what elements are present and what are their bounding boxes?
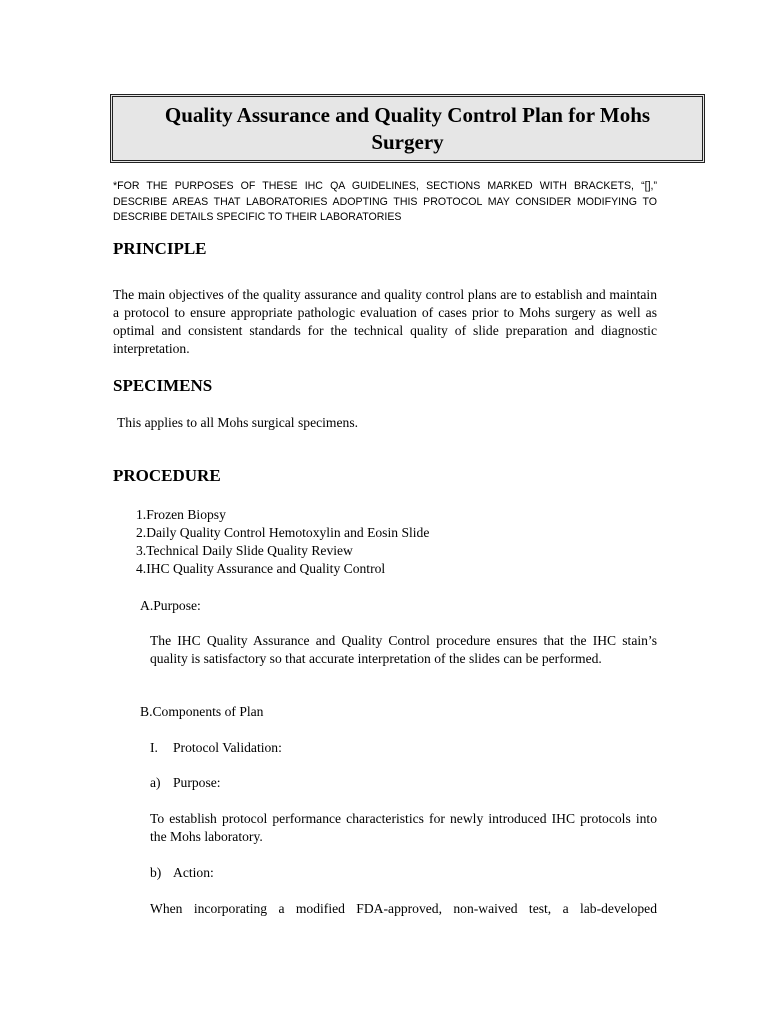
action-subheading bbox=[150, 864, 214, 882]
principle-heading: PRINCIPLE bbox=[113, 239, 207, 258]
section-b-heading bbox=[140, 703, 263, 721]
list-item bbox=[136, 542, 429, 560]
list-marker: 3. bbox=[136, 543, 147, 558]
list-item-text: Frozen Biopsy bbox=[146, 507, 226, 522]
list-item-text: Technical Daily Slide Quality Review bbox=[146, 543, 353, 558]
section-a-text: The IHC Quality Assurance and Quality Control procedure ensures that the IHC stain’s quality is satisfactory so that accurate interpretation of the slides can be performed. bbox=[150, 633, 657, 666]
purpose-subheading bbox=[150, 774, 221, 792]
sub-a-label: Purpose: bbox=[173, 775, 221, 790]
list-marker: 2. bbox=[136, 525, 147, 540]
title-box bbox=[110, 94, 705, 163]
sub-i-marker: I. bbox=[150, 740, 158, 755]
sub-b-marker: b) bbox=[150, 865, 162, 880]
list-marker: 4. bbox=[136, 561, 147, 576]
specimens-text: This applies to all Mohs surgical specimens. bbox=[117, 415, 359, 430]
sub-i-label: Protocol Validation: bbox=[173, 740, 282, 755]
list-item-text: IHC Quality Assurance and Quality Control bbox=[146, 561, 386, 576]
principle-text: The main objectives of the quality assurance and quality control plans are to establish and maintain a protocol to ensure appropriate pathologic evaluation of cases prior to Mohs surgery as well as optimal and consistent standards for the technical quality of slide preparation and diagnostic interpretation. bbox=[113, 287, 657, 356]
document-title: Quality Assurance and Quality Control Plan for Mohs Surgery bbox=[164, 102, 651, 154]
specimens-heading: SPECIMENS bbox=[113, 376, 213, 395]
action-text: When incorporating a modified FDA-approved, non-waived test, a lab-developed bbox=[150, 901, 657, 916]
purpose-text: To establish protocol performance characteristics for newly introduced IHC protocols into the Mohs laboratory. bbox=[150, 811, 657, 844]
section-a-heading bbox=[140, 597, 201, 615]
sub-b-label: Action: bbox=[173, 865, 214, 880]
list-item bbox=[136, 506, 429, 524]
sub-a-marker: a) bbox=[150, 775, 161, 790]
list-item-text: Daily Quality Control Hemotoxylin and Eosin Slide bbox=[146, 525, 430, 540]
section-a-label: Purpose: bbox=[153, 598, 201, 613]
procedure-list bbox=[136, 506, 429, 578]
bracket-note: *FOR THE PURPOSES OF THESE IHC QA GUIDELINES, SECTIONS MARKED WITH BRACKETS, “[],” DESCRIBE AREAS THAT LABORATORIES ADOPTING THIS PROTOCOL MAY CONSIDER MODIFYING TO DESCRIBE DETAILS SPECIFIC TO THEIR LABORATORIES bbox=[113, 180, 657, 223]
section-a-marker: A. bbox=[140, 598, 154, 613]
list-item bbox=[136, 560, 429, 578]
section-b-marker: B. bbox=[140, 704, 153, 719]
list-item bbox=[136, 524, 429, 542]
protocol-validation-heading bbox=[150, 739, 282, 757]
section-b-label: Components of Plan bbox=[152, 704, 264, 719]
list-marker: 1. bbox=[136, 507, 147, 522]
procedure-heading: PROCEDURE bbox=[113, 466, 221, 485]
